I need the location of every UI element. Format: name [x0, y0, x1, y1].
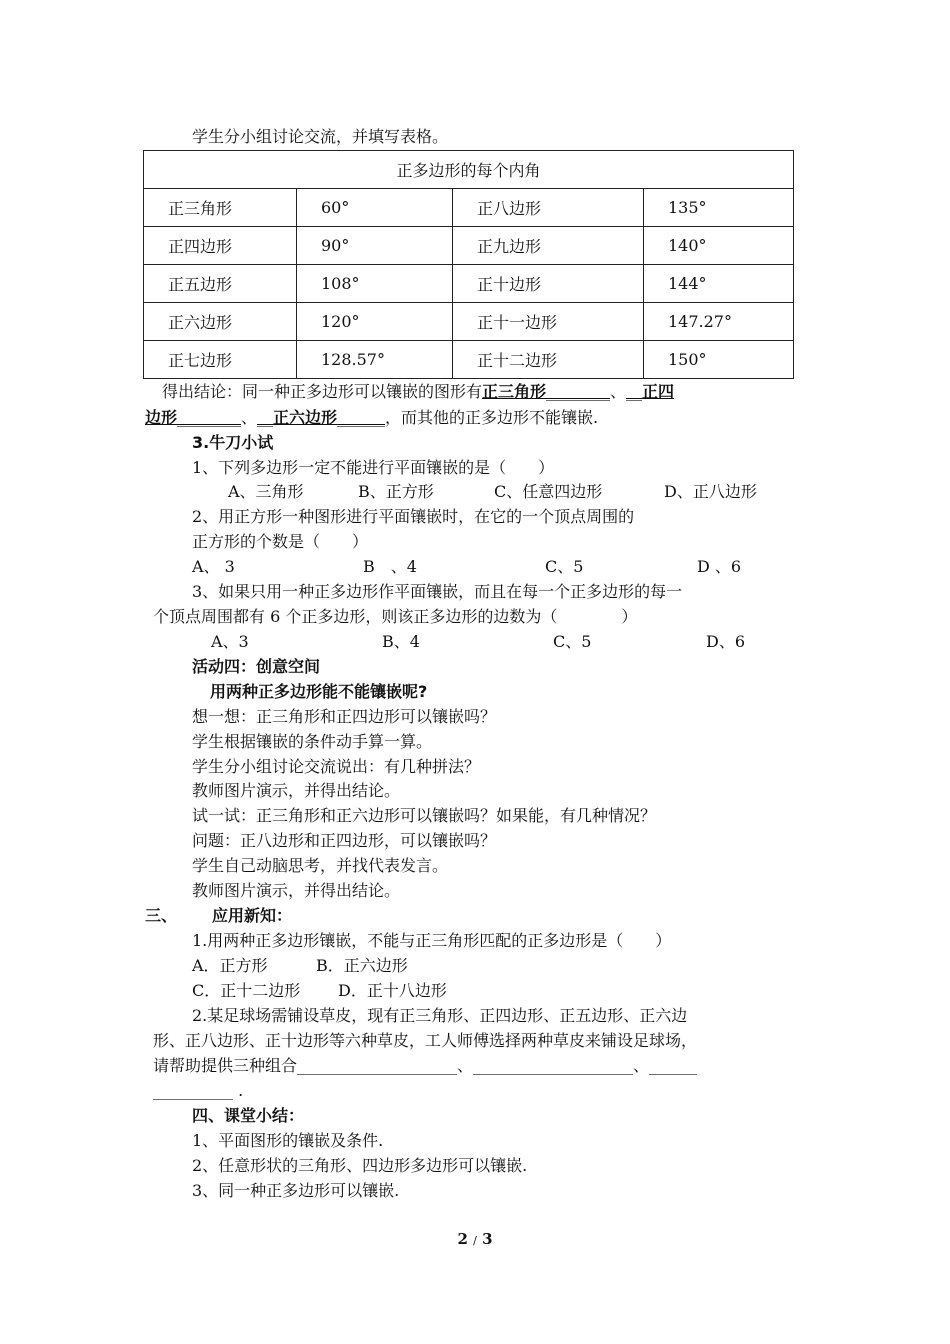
separator: 、: [241, 408, 258, 427]
apply-section-title: 应用新知：: [212, 906, 293, 925]
table-row: [144, 227, 794, 265]
interior-angle-table: [143, 150, 794, 379]
table-cell: 120°: [297, 303, 453, 341]
table-row: [144, 265, 794, 303]
apply-q1-text: 1.用两种正多边形镶嵌，不能与正三角形匹配的正多边形是（ ）: [192, 931, 672, 950]
answer-square-part1: 正四: [642, 382, 675, 401]
activity4-line: 学生分小组讨论交流说出：有几种拼法？: [192, 757, 481, 776]
apply-q2-text: 请帮助提供三种组合____________________、____________________、______: [153, 1056, 698, 1075]
table-header: 正多边形的每个内角: [144, 151, 794, 189]
separator: 、: [610, 382, 627, 401]
q2-option: A、 3: [192, 557, 235, 576]
q3-option: A、3: [211, 632, 249, 651]
activity4-line: 试一试：正三角形和正六边形可以镶嵌吗？如果能，有几种情况？: [192, 806, 657, 825]
table-cell: 正七边形: [144, 341, 297, 379]
table-cell: 90°: [297, 227, 453, 265]
summary-title: 四、课堂小结：: [192, 1106, 305, 1125]
answer-hexagon: 正六边形: [273, 408, 338, 427]
activity4-line: 学生根据镶嵌的条件动手算一算。: [192, 732, 433, 751]
table-cell: 正九边形: [453, 227, 644, 265]
table-cell: 正六边形: [144, 303, 297, 341]
apply-q1-option: A．正方形: [192, 956, 268, 975]
table-cell: 147.27°: [644, 303, 794, 341]
table-row: [144, 303, 794, 341]
section3-title: 3.牛刀小试: [192, 433, 274, 452]
activity4-line: 学生自己动脑思考，并找代表发言。: [192, 856, 449, 875]
table-cell: 正十一边形: [453, 303, 644, 341]
q3-option: D、6: [706, 632, 746, 651]
answer-blank: ________: [177, 408, 242, 427]
apply-q2-text: __________ .: [153, 1081, 244, 1100]
summary-item: 3、同一种正多边形可以镶嵌.: [192, 1181, 400, 1200]
page-separator: /: [473, 1234, 477, 1247]
q2-option: C、5: [545, 557, 584, 576]
apply-q2-text: 2.某足球场需铺设草皮，现有正三角形、正四边形、正五边形、正六边: [192, 1006, 688, 1025]
q1-option: A、三角形: [228, 482, 304, 501]
table-cell: 正四边形: [144, 227, 297, 265]
table-cell: 正三角形: [144, 189, 297, 227]
conclusion-prefix: 得出结论：同一种正多边形可以镶嵌的图形有: [162, 382, 483, 401]
activity4-line: 教师图片演示，并得出结论。: [192, 781, 401, 800]
apply-q1-option: B．正六边形: [316, 956, 408, 975]
answer-blank: __: [626, 382, 643, 401]
table-row: [144, 189, 794, 227]
table-cell: 150°: [644, 341, 794, 379]
q3-option: B、4: [382, 632, 420, 651]
apply-q1-option: D．正十八边形: [338, 981, 447, 1000]
answer-blank: ________: [546, 382, 611, 401]
q3-option: C、5: [553, 632, 592, 651]
table-cell: 128.57°: [297, 341, 453, 379]
q2-text: 正方形的个数是（ ）: [192, 532, 369, 551]
apply-q2-text: 形、正八边形、正十边形等六种草皮，工人师傅选择两种草皮来铺设足球场，: [153, 1031, 698, 1050]
table-cell: 135°: [644, 189, 794, 227]
activity4-line: 想一想：正三角形和正四边形可以镶嵌吗？: [192, 707, 497, 726]
q2-option: B 、4: [363, 557, 417, 576]
table-cell: 正八边形: [453, 189, 644, 227]
q3-text: 个顶点周围都有 6 个正多边形，则该正多边形的边数为（ ）: [153, 607, 638, 626]
table-cell: 正五边形: [144, 265, 297, 303]
q1-option: D、正八边形: [664, 482, 757, 501]
summary-item: 2、任意形状的三角形、四边形多边形可以镶嵌.: [192, 1156, 528, 1175]
q1-option: B、正方形: [358, 482, 434, 501]
table-cell: 140°: [644, 227, 794, 265]
q2-option: D 、6: [697, 557, 742, 576]
answer-triangle: 正三角形: [482, 382, 547, 401]
answer-square-part2: 边形: [145, 408, 178, 427]
intro-text: 学生分小组讨论交流，并填写表格。: [192, 127, 449, 146]
apply-q1-option: C．正十二边形: [192, 981, 301, 1000]
table-cell: 60°: [297, 189, 453, 227]
activity4-title: 活动四：创意空间: [192, 657, 321, 676]
total-pages: 3: [482, 1230, 493, 1248]
activity4-line: 问题：正八边形和正四边形，可以镶嵌吗？: [192, 831, 497, 850]
summary-item: 1、平面图形的镶嵌及条件.: [192, 1131, 384, 1150]
activity4-line: 教师图片演示，并得出结论。: [192, 881, 401, 900]
conclusion-suffix: ，而其他的正多边形不能镶嵌.: [385, 408, 599, 427]
table-cell: 正十二边形: [453, 341, 644, 379]
answer-blank: ______: [337, 408, 386, 427]
table-cell: 108°: [297, 265, 453, 303]
table-cell: 正十边形: [453, 265, 644, 303]
conclusion-line1: [162, 382, 674, 402]
table-cell: 144°: [644, 265, 794, 303]
answer-blank: __: [257, 408, 274, 427]
q1-text: 1、下列多边形一定不能进行平面镶嵌的是（ ）: [192, 458, 555, 477]
apply-section-number: 三、: [145, 906, 178, 925]
q2-text: 2、用正方形一种图形进行平面镶嵌时，在它的一个顶点周围的: [192, 507, 635, 526]
page-number: [0, 1230, 950, 1248]
current-page: 2: [457, 1230, 468, 1248]
conclusion-line2: [145, 408, 598, 428]
q1-option: C、任意四边形: [494, 482, 603, 501]
activity4-subtitle: 用两种正多边形能不能镶嵌呢?: [210, 682, 428, 701]
table-row: [144, 341, 794, 379]
q3-text: 3、如果只用一种正多边形作平面镶嵌，而且在每一个正多边形的每一: [192, 582, 683, 601]
